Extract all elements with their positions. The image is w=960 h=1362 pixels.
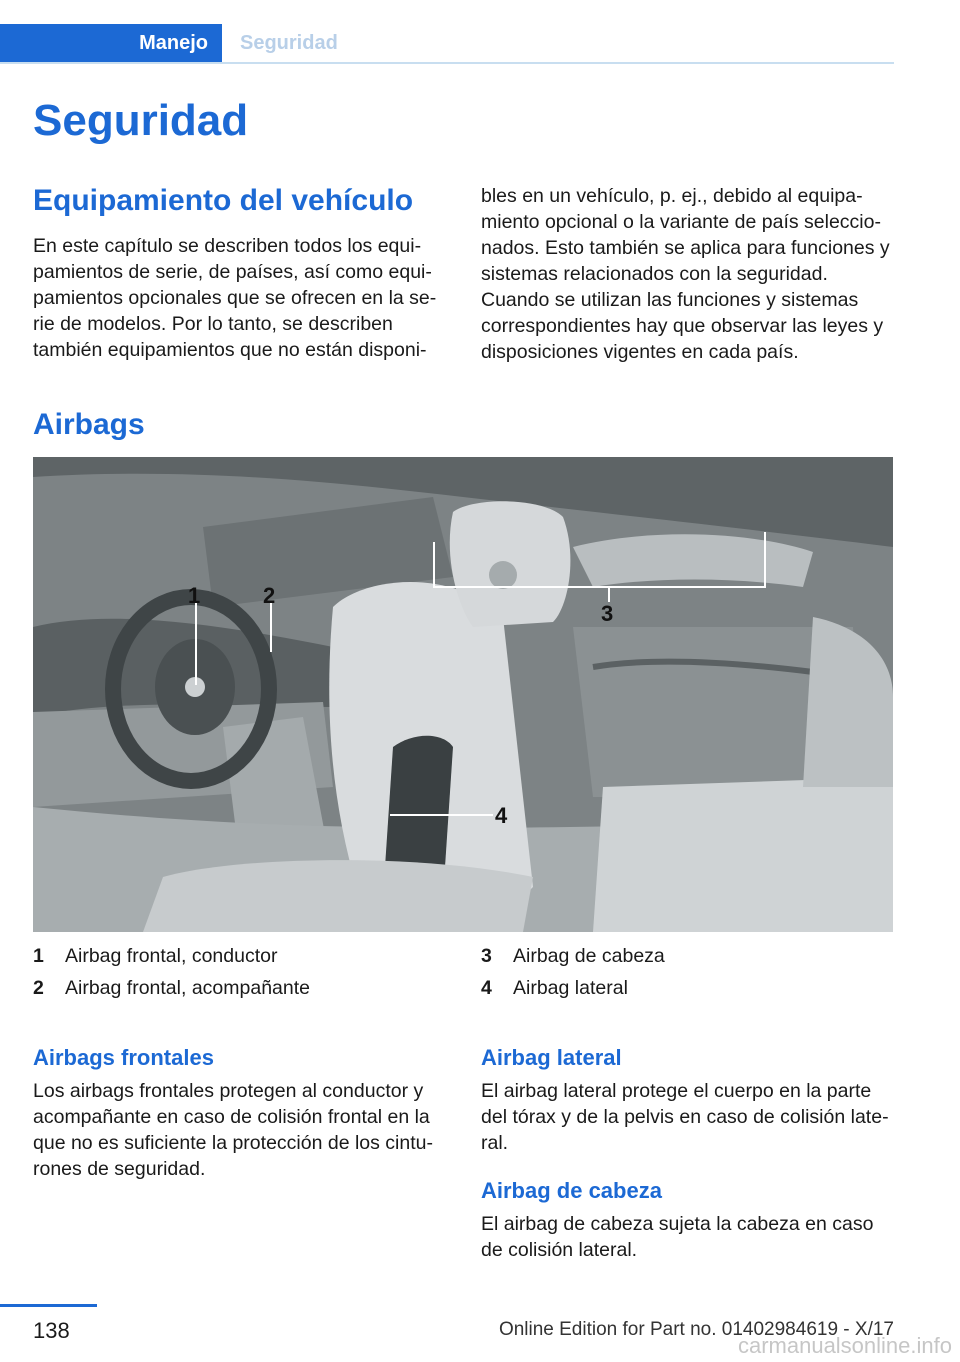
heading-airbags: Airbags xyxy=(33,408,145,441)
line: Los airbags frontales protegen al conductor y xyxy=(33,1080,424,1102)
line: correspondientes hay que observar las leyes y xyxy=(481,315,884,337)
edition-note: Online Edition for Part no. 01402984619 - X/17 xyxy=(498,1319,894,1340)
legend-text: Airbag frontal, acompañante xyxy=(65,977,310,999)
line: disposiciones vigentes en cada país. xyxy=(481,341,799,363)
line: también equipamientos que no están disponi- xyxy=(33,339,427,361)
watermark: carmanualsonline.info xyxy=(737,1333,952,1358)
legend-number: 1 xyxy=(33,945,44,967)
legend-number: 3 xyxy=(481,945,492,967)
legend-text: Airbag frontal, conductor xyxy=(65,945,278,967)
page-title: Seguridad xyxy=(33,96,249,145)
line: acompañante en caso de colisión frontal en la xyxy=(33,1106,430,1128)
callout-4: 4 xyxy=(495,803,508,828)
heading-airbags-frontales: Airbags frontales xyxy=(33,1045,214,1070)
line: del tórax y de la pelvis en caso de colisión late- xyxy=(481,1106,889,1128)
legend-number: 4 xyxy=(481,977,492,999)
line: pamientos opcionales que se ofrecen en la se- xyxy=(33,287,437,309)
line: miento opcional o la variante de país seleccio- xyxy=(481,211,881,233)
line: bles en un vehículo, p. ej., debido al equipa- xyxy=(481,185,863,207)
line: sistemas relacionados con la seguridad. xyxy=(481,263,828,285)
tab-seguridad[interactable]: Seguridad xyxy=(240,31,338,54)
airbag-locations-figure xyxy=(33,457,893,932)
heading-airbag-lateral: Airbag lateral xyxy=(481,1045,622,1070)
lateral-paragraph xyxy=(481,1078,889,1156)
callout-1: 1 xyxy=(188,583,201,608)
tab-manejo[interactable]: Manejo xyxy=(0,24,222,62)
intro-paragraph-left xyxy=(33,233,436,363)
legend-number: 2 xyxy=(33,977,44,999)
line: Cuando se utilizan las funciones y sistemas xyxy=(481,289,859,311)
car-interior-illustration xyxy=(33,457,893,932)
callout-2: 2 xyxy=(263,583,276,608)
line: nados. Esto también se aplica para funciones y xyxy=(481,237,890,259)
legend-text: Airbag lateral xyxy=(513,977,628,999)
legend-text: Airbag de cabeza xyxy=(513,945,665,967)
line: En este capítulo se describen todos los equi- xyxy=(33,235,422,257)
intro-paragraph-right xyxy=(481,183,890,365)
callout-3: 3 xyxy=(601,601,614,626)
page-number: 138 xyxy=(33,1318,70,1343)
cabeza-paragraph xyxy=(481,1211,873,1263)
footer-divider xyxy=(0,1304,97,1307)
line: El airbag lateral protege el cuerpo en la parte xyxy=(481,1080,872,1102)
line: El airbag de cabeza sujeta la cabeza en caso xyxy=(481,1213,874,1235)
line: que no es suficiente la protección de los cintu- xyxy=(33,1132,433,1154)
chapter-header xyxy=(0,24,894,64)
line: rones de seguridad. xyxy=(33,1158,206,1180)
line: pamientos de serie, de países, así como equi- xyxy=(33,261,432,283)
line: rie de modelos. Por lo tanto, se describen xyxy=(33,313,393,335)
frontal-paragraph xyxy=(33,1078,433,1182)
heading-equipamiento: Equipamiento del vehículo xyxy=(33,184,414,217)
line: ral. xyxy=(481,1132,509,1154)
line: de colisión lateral. xyxy=(481,1239,638,1261)
heading-airbag-cabeza: Airbag de cabeza xyxy=(481,1178,662,1203)
